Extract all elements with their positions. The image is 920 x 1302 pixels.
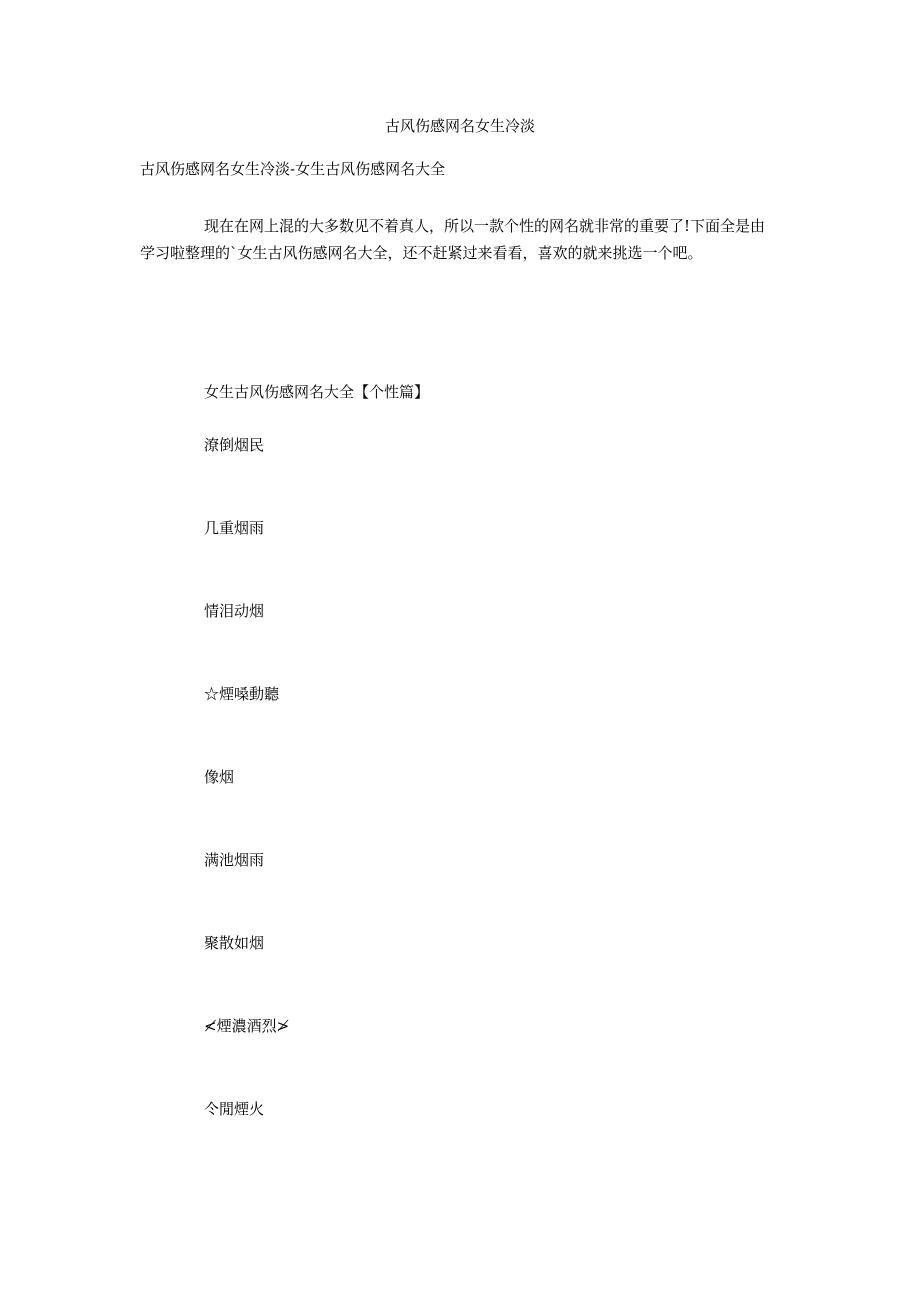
- intro-paragraph: 现在在网上混的大多数见不着真人，所以一款个性的网名就非常的重要了!下面全是由学习啦整理的`女生古风伤感网名大全，还不赶紧过来看看，喜欢的就来挑选一个吧。: [140, 217, 766, 262]
- page-title: 古风伤感网名女生冷淡: [384, 117, 535, 135]
- list-item: 潦倒烟民: [204, 436, 265, 454]
- page-subtitle: 古风伤感网名女生冷淡-女生古风伤感网名大全: [140, 160, 446, 178]
- list-item: 像烟: [204, 768, 235, 786]
- section-heading: 女生古风伤感网名大全【个性篇】: [204, 383, 430, 401]
- list-item: 几重烟雨: [204, 519, 265, 537]
- list-item: 满池烟雨: [204, 851, 265, 869]
- list-item: ☆煙嗓動聽: [204, 685, 280, 703]
- list-item: 聚散如烟: [204, 934, 265, 952]
- name-list: [204, 434, 289, 1181]
- list-item: ≮煙濃酒烈≯: [204, 1017, 290, 1035]
- list-item: 情泪动烟: [204, 602, 265, 620]
- list-item: 仒閒煙火: [204, 1100, 265, 1118]
